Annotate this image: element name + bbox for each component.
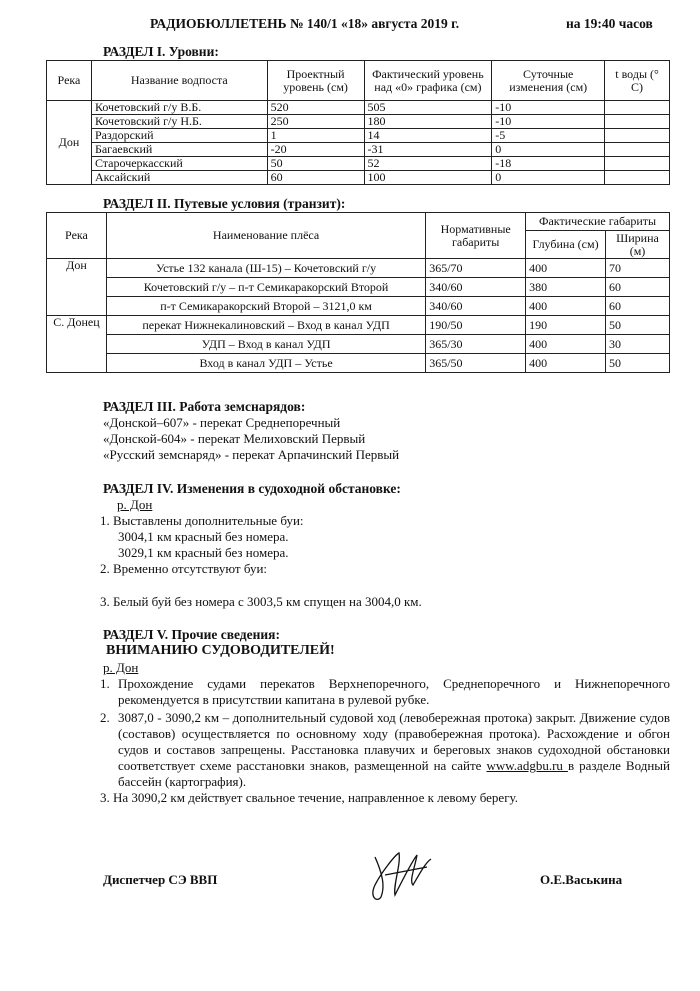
- cell-change: -10: [492, 115, 605, 129]
- adgbu-link[interactable]: www.adgbu.ru: [486, 758, 568, 773]
- cell-post: Кочетовский г/у Н.Б.: [91, 115, 267, 129]
- dispatcher-name: О.Е.Васькина: [540, 872, 623, 887]
- table-row: [47, 259, 670, 278]
- cell-temp: [605, 157, 670, 171]
- transit-river-don: Дон: [47, 259, 107, 316]
- cell-depth: 400: [526, 354, 606, 373]
- cell-normative: 365/50: [426, 354, 526, 373]
- section2-heading: РАЗДЕЛ II. Путевые условия (транзит):: [103, 196, 346, 211]
- cell-post: Кочетовский г/у В.Б.: [91, 101, 267, 115]
- table-row: [47, 157, 670, 171]
- cell-width: 60: [606, 278, 670, 297]
- levels-col-river: Река: [47, 61, 92, 101]
- cell-post: Раздорский: [91, 129, 267, 143]
- dredger-line: «Донской-604» - перекат Мелиховский Первый: [103, 431, 366, 446]
- levels-col-project: Проектный уровень (см): [267, 61, 364, 101]
- dredger-line: «Русский земснаряд» - перекат Арпачинский Первый: [103, 447, 400, 462]
- transit-river-donets: С. Донец: [47, 316, 107, 373]
- cell-project: -20: [267, 143, 364, 157]
- transit-col-depth: Глубина (см): [526, 231, 606, 259]
- cell-normative: 365/30: [426, 335, 526, 354]
- transit-col-actual: Фактические габариты: [526, 213, 670, 231]
- section1-heading: РАЗДЕЛ I. Уровни:: [103, 44, 219, 59]
- levels-col-temp: t воды (° С): [605, 61, 670, 101]
- table-row: [47, 101, 670, 115]
- dredger-line: «Донской–607» - перекат Среднепоречный: [103, 415, 341, 430]
- section4-buoy: 3004,1 км красный без номера.: [118, 529, 289, 544]
- cell-change: -10: [492, 101, 605, 115]
- cell-normative: 340/60: [426, 278, 526, 297]
- section4-item1: 1. Выставлены дополнительные буи:: [100, 513, 304, 528]
- cell-width: 50: [606, 316, 670, 335]
- cell-depth: 400: [526, 297, 606, 316]
- section5-item2-tail: в разделе Водный бассейн (картография).: [118, 758, 670, 789]
- table-row: [47, 171, 670, 185]
- transit-col-river: Река: [47, 213, 107, 259]
- levels-col-post: Название водпоста: [91, 61, 267, 101]
- cell-post: Аксайский: [91, 171, 267, 185]
- section4-buoy: 3029,1 км красный без номера.: [118, 545, 289, 560]
- table-row: [47, 316, 670, 335]
- cell-reach: Кочетовский г/у – п-т Семикаракорский Второй: [106, 278, 425, 297]
- cell-post: Старочеркасский: [91, 157, 267, 171]
- cell-normative: 365/70: [426, 259, 526, 278]
- table-row: [47, 115, 670, 129]
- cell-reach: п-т Семикаракорский Второй – 3121,0 км: [106, 297, 425, 316]
- bulletin-time: на 19:40 часов: [566, 16, 653, 31]
- section3-heading: РАЗДЕЛ III. Работа земснарядов:: [103, 399, 306, 414]
- cell-depth: 190: [526, 316, 606, 335]
- section5-num1: 1.: [100, 676, 110, 691]
- section4-river: р. Дон: [117, 497, 153, 512]
- cell-change: 0: [492, 143, 605, 157]
- cell-width: 60: [606, 297, 670, 316]
- bulletin-title: РАДИОБЮЛЛЕТЕНЬ № 140/1 «18» августа 2019 г.: [150, 16, 460, 31]
- cell-width: 70: [606, 259, 670, 278]
- section5-item2: [118, 710, 670, 790]
- cell-actual: -31: [364, 143, 492, 157]
- cell-temp: [605, 171, 670, 185]
- cell-actual: 100: [364, 171, 492, 185]
- cell-project: 250: [267, 115, 364, 129]
- cell-actual: 14: [364, 129, 492, 143]
- cell-normative: 340/60: [426, 297, 526, 316]
- levels-col-change: Суточные изменения (см): [492, 61, 605, 101]
- cell-project: 60: [267, 171, 364, 185]
- section5-attention: ВНИМАНИЮ СУДОВОДИТЕЛЕЙ!: [106, 643, 335, 658]
- transit-col-reach: Наименование плёса: [106, 213, 425, 259]
- cell-temp: [605, 101, 670, 115]
- cell-depth: 380: [526, 278, 606, 297]
- cell-temp: [605, 143, 670, 157]
- cell-actual: 52: [364, 157, 492, 171]
- cell-change: -5: [492, 129, 605, 143]
- dispatcher-position: Диспетчер СЭ ВВП: [103, 872, 218, 887]
- cell-width: 30: [606, 335, 670, 354]
- section4-item2: 2. Временно отсутствуют буи:: [100, 561, 268, 576]
- cell-change: -18: [492, 157, 605, 171]
- table-row: [47, 143, 670, 157]
- cell-actual: 180: [364, 115, 492, 129]
- cell-temp: [605, 115, 670, 129]
- levels-col-actual: Фактический уровень над «0» графика (см): [364, 61, 492, 101]
- cell-normative: 190/50: [426, 316, 526, 335]
- signature-icon: [355, 845, 445, 905]
- cell-depth: 400: [526, 335, 606, 354]
- section5-item3: 3. На 3090,2 км действует свальное течение, направленное к левому берегу.: [100, 790, 518, 805]
- transit-col-normative: Нормативные габариты: [426, 213, 526, 259]
- cell-post: Багаевский: [91, 143, 267, 157]
- cell-reach: УДП – Вход в канал УДП: [106, 335, 425, 354]
- section5-item1: Прохождение судами перекатов Верхнепоречного, Среднепоречного и Нижнепоречного рекомендуется в присутствии капитана в рулевой рубке.: [118, 676, 670, 707]
- cell-project: 1: [267, 129, 364, 143]
- cell-change: 0: [492, 171, 605, 185]
- section5-item2-text: 3087,0 - 3090,2 км – дополнительный судовой ход (левобережная протока) закрыт. Движение судов (составов) осуществляется по основному ходу (правобережная протока). Расхождение и обгон судов и составов запрещены. Расстановка плавучих и береговых знаков судоходной обстановки соответствует схеме расстановки знаков, размещенной на сайте: [118, 710, 670, 773]
- section5-num2: 2.: [100, 710, 110, 725]
- section5-heading: РАЗДЕЛ V. Прочие сведения:: [103, 627, 280, 642]
- transit-table: [46, 212, 670, 373]
- table-row: [47, 278, 670, 297]
- section4-item3: 3. Белый буй без номера с 3003,5 км спущен на 3004,0 км.: [100, 594, 422, 609]
- table-row: [47, 129, 670, 143]
- cell-project: 50: [267, 157, 364, 171]
- cell-project: 520: [267, 101, 364, 115]
- table-row: [47, 297, 670, 316]
- section5-river: р. Дон: [103, 660, 139, 675]
- cell-reach: Вход в канал УДП – Устье: [106, 354, 425, 373]
- cell-width: 50: [606, 354, 670, 373]
- levels-river: Дон: [47, 101, 92, 185]
- cell-actual: 505: [364, 101, 492, 115]
- cell-reach: перекат Нижнекалиновский – Вход в канал УДП: [106, 316, 425, 335]
- cell-temp: [605, 129, 670, 143]
- table-row: [47, 335, 670, 354]
- levels-table: [46, 60, 670, 185]
- section4-heading: РАЗДЕЛ IV. Изменения в судоходной обстановке:: [103, 481, 401, 496]
- cell-reach: Устье 132 канала (Ш-15) – Кочетовский г/у: [106, 259, 425, 278]
- table-row: [47, 354, 670, 373]
- transit-col-width: Ширина (м): [606, 231, 670, 259]
- cell-depth: 400: [526, 259, 606, 278]
